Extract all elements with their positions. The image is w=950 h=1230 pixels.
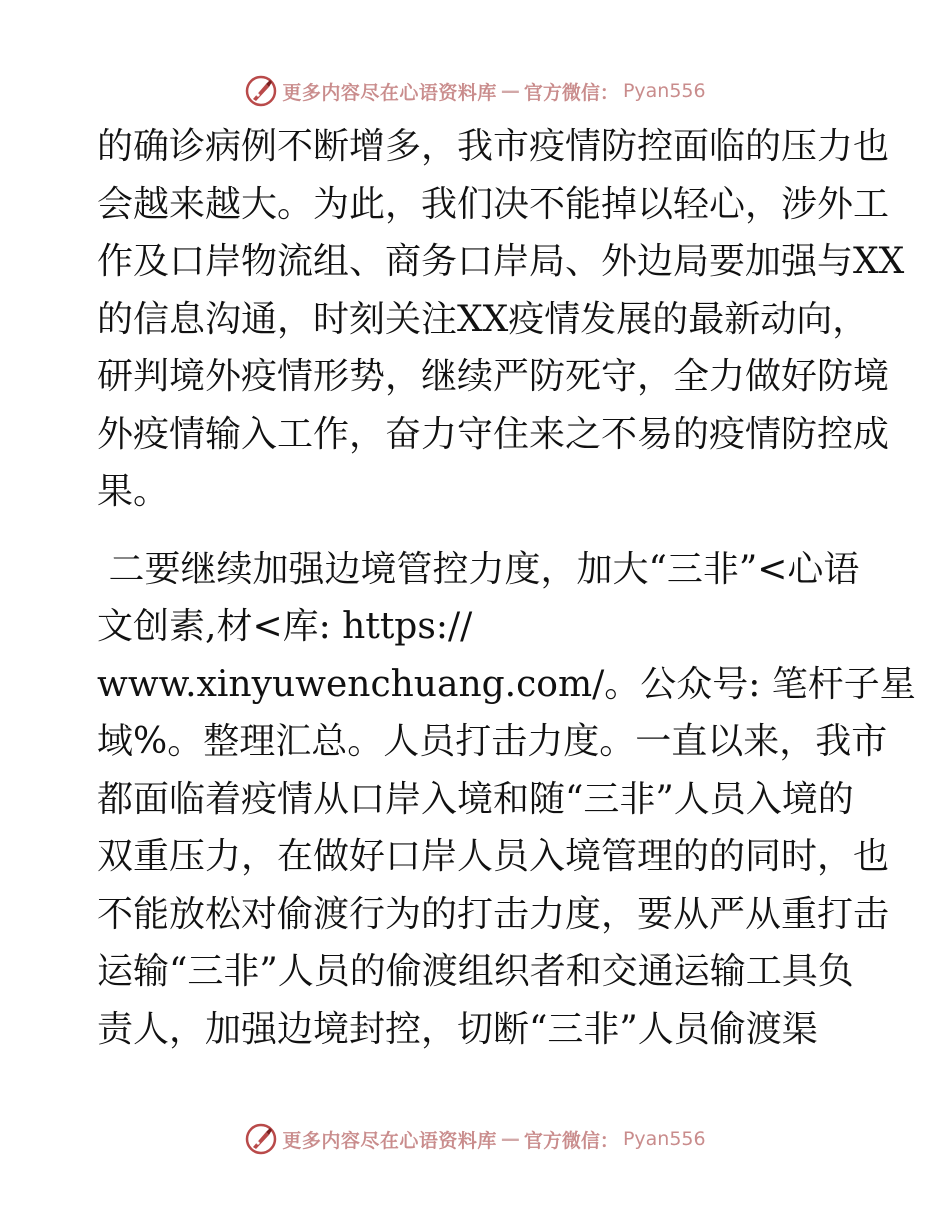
text-line: 研判境外疫情形势，继续严防死守，全力做好防境 xyxy=(97,356,890,397)
text-line: 果。 xyxy=(97,471,170,512)
text-line: 文创素,材<库: https:// xyxy=(97,606,473,647)
watermark-dash: — xyxy=(500,1128,520,1150)
text-line: 双重压力，在做好口岸人员入境管理的的同时，也 xyxy=(97,836,890,877)
footer-watermark xyxy=(0,1122,950,1156)
watermark-dash: — xyxy=(500,80,520,102)
pen-nib-circle-icon xyxy=(244,74,278,108)
watermark-wechat-label: 官方微信： xyxy=(523,1129,619,1152)
paragraph-gap xyxy=(97,521,887,541)
text-line: 不能放松对偷渡行为的打击力度，要从严从重打击 xyxy=(97,893,890,935)
text-line: 会越来越大。为此，我们决不能掉以轻心，涉外工 xyxy=(97,183,890,225)
header-watermark xyxy=(0,74,950,108)
pen-nib-circle-icon xyxy=(244,1122,278,1156)
watermark-site-text: 更多内容尽在心语资料库 xyxy=(282,81,497,104)
text-line: 二要继续加强边境管控力度，加大“三非”<心语 xyxy=(97,548,860,590)
text-line: 运输“三非”人员的偷渡组织者和交通运输工具负 xyxy=(97,951,854,992)
text-line: 的确诊病例不断增多，我市疫情防控面临的压力也 xyxy=(97,126,890,167)
text-line: 的信息沟通，时刻关注XX疫情发展的最新动向， xyxy=(97,298,869,340)
watermark-wechat-id: Pyan556 xyxy=(622,80,706,102)
text-line: www.xinyuwenchuang.com/。公众号: 笔杆子星 xyxy=(97,663,916,705)
text-line: 都面临着疫情从口岸入境和随“三非”人员入境的 xyxy=(97,778,854,820)
watermark-site-text: 更多内容尽在心语资料库 xyxy=(282,1129,497,1152)
watermark-wechat-label: 官方微信： xyxy=(523,81,619,104)
text-line: 域%。整理汇总。人员打击力度。一直以来，我市 xyxy=(97,721,888,762)
watermark-wechat-id: Pyan556 xyxy=(622,1128,706,1150)
text-line: 责人，加强边境封控，切断“三非”人员偷渡渠 xyxy=(97,1008,818,1050)
text-line: 外疫情输入工作，奋力守住来之不易的疫情防控成 xyxy=(97,413,890,455)
document-body xyxy=(97,118,916,1058)
text-line: 作及口岸物流组、商务口岸局、外边局要加强与XX xyxy=(97,241,905,282)
